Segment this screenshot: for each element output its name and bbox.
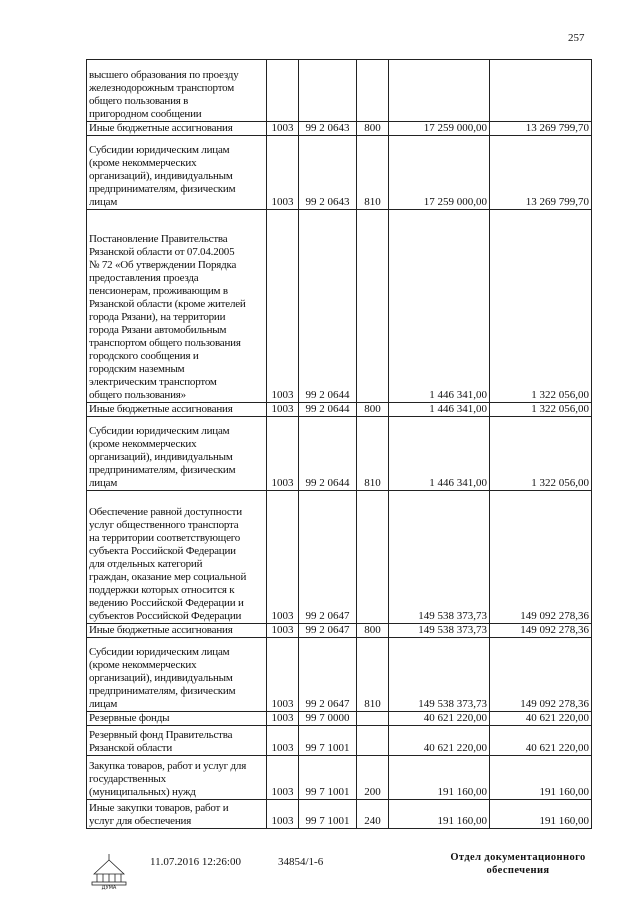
row-section: 1003 (267, 638, 299, 712)
row-value-1: 1 446 341,00 (389, 417, 490, 491)
table-row (87, 403, 592, 417)
row-csr: 99 2 0644 (299, 403, 357, 417)
row-vr: 200 (357, 756, 389, 800)
row-name-line: лицам (89, 196, 118, 208)
row-value-2: 1 322 056,00 (490, 210, 592, 403)
row-value-2: 149 092 278,36 (490, 491, 592, 624)
row-name (87, 210, 267, 403)
row-vr (357, 491, 389, 624)
table-row (87, 638, 592, 712)
row-name-line: Резервные фонды (89, 712, 170, 724)
row-name-line: (кроме некоммерческих (89, 438, 197, 450)
row-name (87, 624, 267, 638)
row-name-line: Закупка товаров, работ и услуг для (89, 760, 247, 772)
row-name-line: ведению Российской Федерации и (89, 597, 244, 609)
row-value-2: 191 160,00 (490, 756, 592, 800)
row-csr: 99 2 0643 (299, 136, 357, 210)
row-name-line: Обеспечение равной доступности (89, 506, 242, 518)
duma-logo-icon (86, 852, 132, 890)
row-name-line: транспортом общего пользования (89, 337, 241, 349)
row-vr (357, 210, 389, 403)
row-value-2: 40 621 220,00 (490, 712, 592, 726)
row-name-line: Постановление Правительства (89, 233, 228, 245)
row-name-line: услуг общественного транспорта (89, 519, 239, 531)
row-name-line: общего пользования» (89, 389, 186, 401)
row-name-line: Иные бюджетные ассигнования (89, 122, 233, 134)
row-name-line: Рязанской области (89, 742, 173, 754)
row-name (87, 122, 267, 136)
row-name-line: предпринимателям, физическим (89, 464, 236, 476)
row-csr: 99 2 0644 (299, 210, 357, 403)
row-section: 1003 (267, 210, 299, 403)
row-name-line: субъекта Российской Федерации (89, 545, 236, 557)
row-csr: 99 7 1001 (299, 756, 357, 800)
row-name-line: (кроме некоммерческих (89, 659, 197, 671)
table-row (87, 210, 592, 403)
row-name-line: предпринимателям, физическим (89, 685, 236, 697)
row-name-line: поддержки которых относится к (89, 584, 235, 596)
row-name-line: организаций), индивидуальным (89, 672, 233, 684)
row-value-2: 13 269 799,70 (490, 136, 592, 210)
row-name-line: Иные закупки товаров, работ и (89, 802, 229, 814)
row-name-line: Рязанской области от 07.04.2005 (89, 246, 235, 258)
row-value-2: 13 269 799,70 (490, 122, 592, 136)
row-section (267, 60, 299, 122)
row-value-2: 40 621 220,00 (490, 726, 592, 756)
row-name (87, 756, 267, 800)
row-vr: 810 (357, 638, 389, 712)
row-value-1: 149 538 373,73 (389, 491, 490, 624)
row-value-1 (389, 60, 490, 122)
row-section: 1003 (267, 136, 299, 210)
table-row (87, 491, 592, 624)
row-section: 1003 (267, 756, 299, 800)
row-name-line: пенсионерам, проживающим в (89, 285, 228, 297)
row-name-line: электрическим транспортом (89, 376, 217, 388)
row-section: 1003 (267, 491, 299, 624)
row-name-line: предоставления проезда (89, 272, 199, 284)
row-name-line: городского сообщения и (89, 350, 199, 362)
row-name-line: города Рязани автомобильным (89, 324, 227, 336)
table-row (87, 624, 592, 638)
row-name-line: (кроме некоммерческих (89, 157, 197, 169)
row-value-2: 191 160,00 (490, 800, 592, 829)
row-name (87, 638, 267, 712)
row-name-line: (муниципальных) нужд (89, 786, 196, 798)
row-csr: 99 2 0647 (299, 491, 357, 624)
table-row (87, 60, 592, 122)
row-value-2 (490, 60, 592, 122)
row-name-line: Резервный фонд Правительства (89, 729, 233, 741)
row-name (87, 403, 267, 417)
row-name-line: высшего образования по проезду (89, 69, 239, 81)
budget-table (86, 59, 592, 829)
row-value-2: 1 322 056,00 (490, 403, 592, 417)
table-body (87, 60, 592, 829)
row-section: 1003 (267, 122, 299, 136)
row-name-line: лицам (89, 698, 118, 710)
page-number: 257 (568, 32, 585, 44)
row-name (87, 712, 267, 726)
row-name (87, 417, 267, 491)
row-name-line: граждан, оказание мер социальной (89, 571, 247, 583)
row-value-1: 1 446 341,00 (389, 403, 490, 417)
row-name (87, 800, 267, 829)
row-vr (357, 712, 389, 726)
row-name-line: для отдельных категорий (89, 558, 203, 570)
row-name-line: лицам (89, 477, 118, 489)
row-csr: 99 7 1001 (299, 800, 357, 829)
row-value-2: 149 092 278,36 (490, 638, 592, 712)
table-row (87, 800, 592, 829)
row-value-1: 17 259 000,00 (389, 136, 490, 210)
table-row (87, 136, 592, 210)
row-section: 1003 (267, 712, 299, 726)
row-name-line: города Рязани), на территории (89, 311, 226, 323)
department-line-2: обеспечения (486, 865, 550, 876)
row-section: 1003 (267, 403, 299, 417)
row-vr: 810 (357, 417, 389, 491)
row-name-line: общего пользования в (89, 95, 189, 107)
row-vr: 800 (357, 403, 389, 417)
table-row (87, 756, 592, 800)
row-name (87, 726, 267, 756)
table-row (87, 122, 592, 136)
row-name-line: Иные бюджетные ассигнования (89, 403, 233, 415)
row-section: 1003 (267, 800, 299, 829)
row-section: 1003 (267, 624, 299, 638)
table-row (87, 712, 592, 726)
row-value-1: 191 160,00 (389, 756, 490, 800)
logo-text: ДУМА (101, 885, 117, 890)
row-name-line: организаций), индивидуальным (89, 451, 233, 463)
row-name-line: пригородном сообщении (89, 108, 202, 120)
row-name-line: Рязанской области (кроме жителей (89, 298, 246, 310)
footer-department (438, 851, 598, 877)
row-name-line: организаций), индивидуальным (89, 170, 233, 182)
row-value-1: 149 538 373,73 (389, 638, 490, 712)
row-name-line: Иные бюджетные ассигнования (89, 624, 233, 636)
row-csr: 99 2 0647 (299, 638, 357, 712)
row-csr (299, 60, 357, 122)
row-csr: 99 7 1001 (299, 726, 357, 756)
row-name-line: предпринимателям, физическим (89, 183, 236, 195)
row-value-1: 191 160,00 (389, 800, 490, 829)
row-csr: 99 2 0647 (299, 624, 357, 638)
row-name-line: услуг для обеспечения (89, 815, 192, 827)
row-vr: 800 (357, 122, 389, 136)
row-vr (357, 726, 389, 756)
row-value-2: 1 322 056,00 (490, 417, 592, 491)
row-name (87, 60, 267, 122)
row-csr: 99 2 0644 (299, 417, 357, 491)
row-name (87, 136, 267, 210)
row-value-1: 149 538 373,73 (389, 624, 490, 638)
row-value-1: 40 621 220,00 (389, 726, 490, 756)
row-name-line: субъектов Российской Федерации (89, 610, 242, 622)
row-vr: 240 (357, 800, 389, 829)
department-line-1: Отдел документационного (450, 852, 586, 863)
footer-doc-number: 34854/1-6 (278, 856, 324, 868)
row-section: 1003 (267, 726, 299, 756)
row-csr: 99 2 0643 (299, 122, 357, 136)
row-value-1: 1 446 341,00 (389, 210, 490, 403)
row-name-line: Субсидии юридическим лицам (89, 646, 230, 658)
row-name-line: Субсидии юридическим лицам (89, 144, 230, 156)
row-section: 1003 (267, 417, 299, 491)
row-name-line: на территории соответствующего (89, 532, 241, 544)
row-csr: 99 7 0000 (299, 712, 357, 726)
row-name (87, 491, 267, 624)
footer-timestamp: 11.07.2016 12:26:00 (150, 856, 241, 868)
row-name-line: № 72 «Об утверждении Порядка (89, 259, 237, 271)
row-name-line: государственных (89, 773, 166, 785)
row-name-line: городским наземным (89, 363, 185, 375)
row-value-1: 17 259 000,00 (389, 122, 490, 136)
row-vr (357, 60, 389, 122)
table-row (87, 726, 592, 756)
row-name-line: Субсидии юридическим лицам (89, 425, 230, 437)
row-vr: 810 (357, 136, 389, 210)
table-row (87, 417, 592, 491)
row-name-line: железнодорожным транспортом (89, 82, 235, 94)
row-vr: 800 (357, 624, 389, 638)
row-value-1: 40 621 220,00 (389, 712, 490, 726)
row-value-2: 149 092 278,36 (490, 624, 592, 638)
